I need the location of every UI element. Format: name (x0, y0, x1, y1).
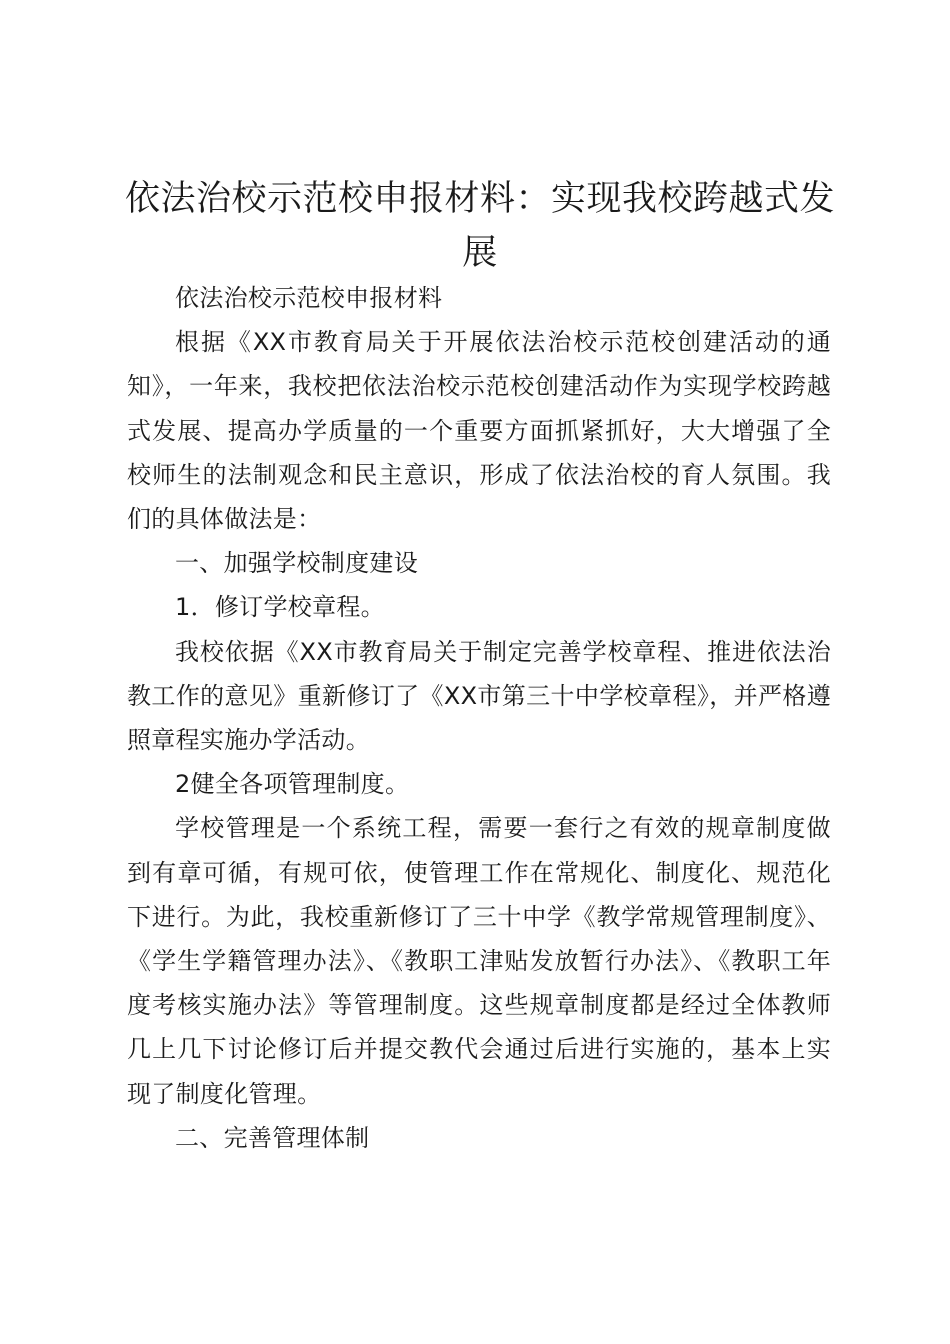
intro-paragraph: 根据《XX市教育局关于开展依法治校示范校创建活动的通知》，一年来，我校把依法治校示范校创建活动作为实现学校跨越式发展、提高办学质量的一个重要方面抓紧抓好，大大增强了全校师生的法制观念和民主意识，形成了依法治校的育人氛围。我们的具体做法是： (127, 328, 831, 534)
section-heading-1: 一、加强学校制度建设 (175, 549, 418, 578)
subsection-heading-1-2: 2健全各项管理制度。 (175, 770, 410, 799)
subsection-heading-1-1: 1．修订学校章程。 (175, 593, 385, 622)
section-heading-2: 二、完善管理体制 (175, 1123, 370, 1152)
body-paragraph-charter: 我校依据《XX市教育局关于制定完善学校章程、推进依法治教工作的意见》重新修订了《XX市第三十中学校章程》，并严格遵照章程实施办学活动。 (127, 637, 831, 755)
document-title: 依法治校示范校申报材料：实现我校跨越式发展 (124, 179, 835, 273)
document-body (127, 276, 831, 1160)
subtitle-paragraph: 依法治校示范校申报材料 (175, 284, 443, 312)
body-paragraph-management: 学校管理是一个系统工程，需要一套行之有效的规章制度做到有章可循，有规可依，使管理工作在常规化、制度化、规范化下进行。为此，我校重新修订了三十中学《教学常规管理制度》、《学生学籍管理办法》、《教职工津贴发放暂行办法》、《教职工年度考核实施办法》等管理制度。这些规章制度都是经过全体教师几上几下讨论修订后并提交教代会通过后进行实施的，基本上实现了制度化管理。 (127, 814, 831, 1108)
